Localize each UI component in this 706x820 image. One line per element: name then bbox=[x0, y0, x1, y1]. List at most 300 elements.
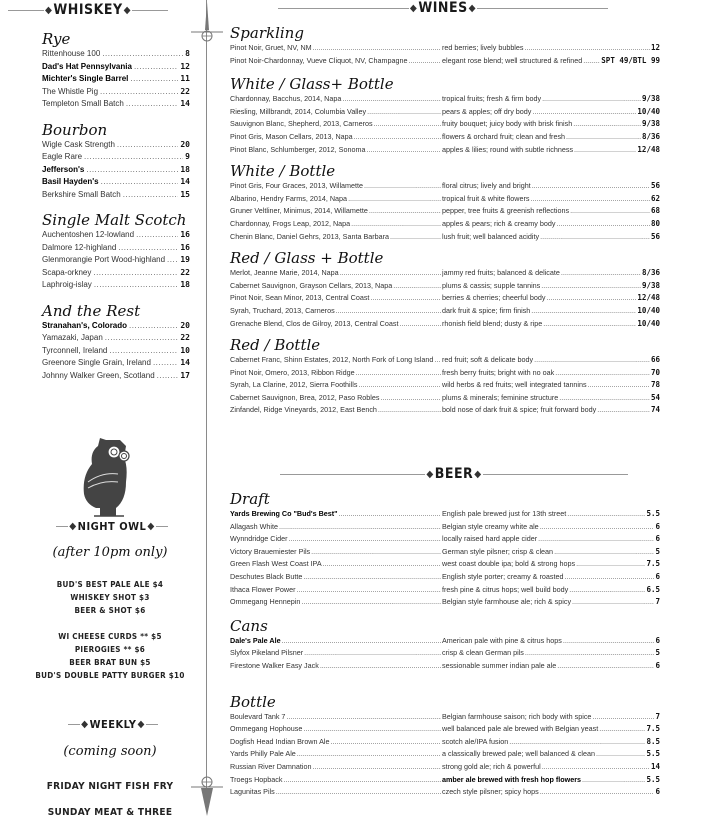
menu-item-row bbox=[42, 242, 190, 255]
wines-title: WINES bbox=[418, 0, 468, 16]
item-left bbox=[230, 711, 442, 724]
item-description: strong gold ale; rich & powerful bbox=[442, 761, 541, 771]
dot-leader bbox=[556, 218, 650, 231]
menu-item-row bbox=[230, 280, 670, 293]
item-name: Tyrconnell, Ireland bbox=[42, 345, 108, 355]
item-description: German style pilsner; crisp & clean bbox=[442, 546, 554, 556]
dot-leader bbox=[93, 267, 178, 280]
item-price: 66 bbox=[650, 355, 660, 365]
menu-item-row bbox=[42, 139, 190, 152]
item-description: czech style pilsner; spicy hops bbox=[442, 787, 539, 797]
item-left bbox=[230, 292, 442, 305]
night-owl-food bbox=[20, 630, 200, 682]
dot-leader bbox=[130, 73, 178, 86]
item-name: Troegs Hopback bbox=[230, 774, 283, 784]
item-price: 5 bbox=[655, 648, 660, 658]
menu-item-row bbox=[42, 189, 190, 202]
item-price: 14 bbox=[180, 358, 190, 367]
item-name: Victory Brauemiester Pils bbox=[230, 546, 311, 556]
item-right bbox=[442, 533, 660, 546]
menu-item-row bbox=[230, 93, 670, 106]
menu-item-row bbox=[230, 596, 670, 609]
dot-leader bbox=[367, 106, 441, 119]
item-name: Chardonnay, Bacchus, 2014, Napa bbox=[230, 94, 342, 104]
item-right bbox=[442, 748, 660, 761]
menu-item-row bbox=[230, 521, 670, 534]
dot-leader bbox=[574, 144, 636, 157]
item-name: Russian River Damnation bbox=[230, 761, 312, 771]
item-name: Grenache Blend, Clos de Gilroy, 2013, Central Coast bbox=[230, 318, 399, 328]
item-price: 18 bbox=[180, 280, 190, 289]
item-price: 8/36 bbox=[641, 131, 660, 141]
dot-leader bbox=[279, 521, 441, 534]
item-name: Rittenhouse 100 bbox=[42, 49, 101, 58]
menu-item-row bbox=[42, 320, 190, 333]
dot-leader bbox=[102, 48, 183, 61]
item-price: 8.5 bbox=[646, 736, 660, 746]
item-description: elegant rose blend; well structured & refined bbox=[442, 55, 583, 65]
item-name: The Whistle Pig bbox=[42, 86, 99, 96]
category-title: Draft bbox=[230, 490, 270, 508]
menu-item-row bbox=[42, 86, 190, 99]
dot-leader bbox=[572, 596, 654, 609]
item-name: Wynndridge Cider bbox=[230, 534, 288, 544]
item-right bbox=[442, 367, 660, 380]
dot-leader bbox=[157, 370, 179, 383]
item-name: Berkshire Small Batch bbox=[42, 189, 121, 199]
item-price: 16 bbox=[180, 230, 190, 239]
item-name: Dalmore 12-highland bbox=[42, 242, 117, 252]
dot-leader bbox=[105, 332, 179, 345]
item-price: 14 bbox=[650, 761, 660, 771]
dot-leader bbox=[596, 748, 645, 761]
menu-item-row bbox=[42, 151, 190, 164]
item-right bbox=[442, 558, 660, 571]
item-price: 54 bbox=[650, 392, 660, 402]
item-right bbox=[442, 660, 660, 673]
dot-leader bbox=[297, 748, 441, 761]
item-description: Belgian style creamy white ale bbox=[442, 521, 539, 531]
item-left bbox=[230, 558, 442, 571]
item-description: Belgian style farmhouse ale; rich & spicy bbox=[442, 597, 572, 607]
item-price: 10 bbox=[180, 345, 190, 355]
item-right bbox=[442, 404, 660, 417]
menu-item-row bbox=[42, 345, 190, 358]
item-left bbox=[230, 392, 442, 405]
item-name: Pinot Noir-Chardonnay, Vueve Cliquot, NV, Champagne bbox=[230, 55, 408, 65]
dot-leader bbox=[288, 533, 441, 546]
dot-leader bbox=[532, 180, 650, 193]
dot-leader bbox=[366, 144, 441, 157]
item-right bbox=[442, 42, 660, 55]
column-divider bbox=[206, 0, 207, 800]
item-right bbox=[442, 231, 660, 244]
item-price: 6 bbox=[655, 534, 660, 544]
item-description: fruity bouquet; juicy body with brisk finish bbox=[442, 119, 573, 129]
item-price: 12 bbox=[180, 61, 190, 71]
dot-leader bbox=[531, 305, 636, 318]
menu-item-row bbox=[230, 118, 670, 131]
item-name: Stranahan's, Colorado bbox=[42, 320, 128, 330]
item-price: 80 bbox=[650, 218, 660, 228]
item-right bbox=[442, 205, 660, 218]
item-right bbox=[442, 180, 660, 193]
item-right bbox=[442, 774, 660, 787]
menu-item-row bbox=[230, 546, 670, 559]
item-right bbox=[442, 761, 660, 774]
item-name: Merlot, Jeanne Marie, 2014, Napa bbox=[230, 268, 339, 278]
dot-leader bbox=[336, 305, 441, 318]
item-description: scotch ale/IPA fusion bbox=[442, 736, 509, 746]
night-owl-food-item: PIEROGIES ** $6 bbox=[74, 645, 146, 654]
item-description: plums & cassis; supple tannins bbox=[442, 280, 541, 290]
item-name: Firestone Walker Easy Jack bbox=[230, 660, 319, 670]
item-name: Yards Brewing Co "Bud's Best" bbox=[230, 509, 338, 518]
item-name: Boulevard Tank 7 bbox=[230, 711, 286, 721]
item-price: 22 bbox=[180, 333, 190, 342]
item-description: west coast double ipa; bold & strong hops bbox=[442, 559, 576, 569]
beer-list bbox=[230, 490, 670, 799]
item-name: Scapa-orkney bbox=[42, 267, 92, 277]
item-description: red fruit; soft & delicate body bbox=[442, 355, 534, 365]
dot-leader bbox=[320, 660, 441, 673]
item-right bbox=[442, 144, 660, 157]
dot-leader bbox=[117, 139, 178, 152]
item-name: Ithaca Flower Power bbox=[230, 584, 296, 594]
dot-leader bbox=[434, 354, 441, 367]
item-price: 10/40 bbox=[637, 318, 660, 328]
weekly-header: ◆ WEEKLY ◆ bbox=[68, 718, 158, 731]
item-name: Ommegang Hennepin bbox=[230, 597, 301, 607]
item-price: 6.5 bbox=[646, 584, 660, 594]
dot-leader bbox=[378, 404, 441, 417]
item-left bbox=[230, 93, 442, 106]
item-price: 56 bbox=[650, 181, 660, 191]
category-title: Bourbon bbox=[42, 120, 108, 139]
item-price: 6 bbox=[655, 635, 660, 645]
dot-leader bbox=[340, 267, 441, 280]
weekly-item: SUNDAY MEAT & THREE bbox=[47, 807, 173, 818]
dot-leader bbox=[153, 357, 178, 370]
item-right bbox=[442, 106, 660, 119]
weekly-list bbox=[20, 774, 200, 820]
item-name: Auchentoshen 12-lowland bbox=[42, 230, 135, 239]
dot-leader bbox=[348, 193, 441, 206]
item-price: 6 bbox=[655, 787, 660, 797]
item-price: 20 bbox=[180, 320, 190, 330]
menu-item-row bbox=[230, 786, 670, 799]
item-right bbox=[442, 508, 660, 521]
menu-item-row bbox=[230, 231, 670, 244]
night-owl-drinks bbox=[20, 578, 200, 617]
menu-item-row bbox=[42, 229, 190, 242]
dot-leader bbox=[592, 711, 654, 724]
item-left bbox=[230, 218, 442, 231]
menu-item-row bbox=[42, 164, 190, 177]
dot-leader bbox=[282, 635, 441, 648]
item-name: Cabernet Sauvignon, Grayson Cellars, 2013, Napa bbox=[230, 280, 393, 290]
item-left bbox=[230, 280, 442, 293]
menu-item-row bbox=[230, 404, 670, 417]
item-name: Pinot Gris, Four Graces, 2013, Willamette bbox=[230, 181, 364, 191]
item-name: Pinot Gris, Mason Cellars, 2013, Napa bbox=[230, 131, 353, 141]
item-price: 62 bbox=[650, 193, 660, 203]
night-owl-header: ◆ NIGHT OWL ◆ bbox=[56, 520, 168, 533]
dot-leader bbox=[136, 229, 178, 242]
item-name: Glenmorangie Port Wood-highland bbox=[42, 255, 166, 264]
menu-item-row bbox=[230, 774, 670, 787]
item-price: 10/40 bbox=[637, 106, 660, 116]
item-price: 9/38 bbox=[641, 119, 660, 129]
item-right bbox=[442, 635, 660, 648]
item-description: American pale with pine & citrus hops bbox=[442, 635, 562, 645]
dot-leader bbox=[561, 267, 641, 280]
item-name: Syrah, La Clarine, 2012, Sierra Foothills bbox=[230, 380, 358, 390]
item-right bbox=[442, 267, 660, 280]
menu-item-row bbox=[230, 180, 670, 193]
item-description: Belgian farmhouse saison; rich body with spice bbox=[442, 711, 592, 721]
item-left bbox=[230, 584, 442, 597]
menu-item-row bbox=[230, 354, 670, 367]
menu-item-row bbox=[230, 635, 670, 648]
menu-item-row bbox=[230, 748, 670, 761]
item-description: amber ale brewed with fresh hop flowers bbox=[442, 774, 581, 784]
dot-leader bbox=[339, 508, 441, 521]
category-title: And the Rest bbox=[42, 301, 141, 320]
dot-leader bbox=[342, 93, 441, 106]
dot-leader bbox=[570, 205, 650, 218]
dot-leader bbox=[286, 711, 441, 724]
dot-leader bbox=[109, 345, 178, 358]
dot-leader bbox=[546, 292, 636, 305]
dot-leader bbox=[283, 774, 441, 787]
item-left bbox=[230, 180, 442, 193]
menu-item-row bbox=[230, 558, 670, 571]
item-name: Yards Philly Pale Ale bbox=[230, 749, 296, 759]
night-owl-title: NIGHT OWL bbox=[77, 520, 147, 533]
item-right bbox=[442, 305, 660, 318]
item-right bbox=[442, 786, 660, 799]
item-name: Basil Hayden's bbox=[42, 177, 99, 186]
item-name: Syrah, Truchard, 2013, Carneros bbox=[230, 305, 335, 315]
item-left bbox=[230, 354, 442, 367]
item-price: 22 bbox=[180, 267, 190, 277]
dot-leader bbox=[543, 318, 636, 331]
dot-leader bbox=[393, 280, 441, 293]
item-price: 11 bbox=[180, 74, 190, 83]
menu-item-row bbox=[230, 144, 670, 157]
item-description: fresh berry fruits; bright with no oak bbox=[442, 367, 555, 377]
item-name: Allagash White bbox=[230, 521, 278, 531]
item-description: pepper, tree fruits & greenish reflections bbox=[442, 206, 570, 216]
item-price: 9 bbox=[185, 152, 190, 161]
menu-item-row bbox=[230, 193, 670, 206]
item-left bbox=[230, 193, 442, 206]
menu-item-row bbox=[230, 55, 670, 68]
item-right bbox=[442, 280, 660, 293]
dot-leader bbox=[297, 584, 441, 597]
dot-leader bbox=[390, 231, 441, 244]
item-description: sessionable summer indian pale ale bbox=[442, 660, 557, 670]
category-title: Bottle bbox=[230, 692, 276, 711]
item-price: 9/38 bbox=[641, 280, 660, 290]
item-name: Chenin Blanc, Daniel Gehrs, 2013, Santa Barbara bbox=[230, 231, 390, 241]
dot-leader bbox=[303, 571, 441, 584]
item-left bbox=[230, 635, 442, 648]
dot-leader bbox=[563, 635, 655, 648]
dot-leader bbox=[557, 660, 654, 673]
dot-leader bbox=[118, 242, 178, 255]
dot-leader bbox=[573, 118, 641, 131]
menu-item-row bbox=[230, 533, 670, 546]
item-description: crisp & clean German pils bbox=[442, 648, 524, 658]
item-left bbox=[230, 508, 442, 521]
dot-leader bbox=[409, 55, 441, 68]
item-name: Pinot Noir, Omero, 2013, Ribbon Ridge bbox=[230, 367, 355, 377]
dot-leader bbox=[167, 254, 178, 267]
item-left bbox=[230, 318, 442, 331]
dot-leader bbox=[374, 118, 441, 131]
category-title: Sparkling bbox=[230, 24, 304, 42]
item-price: 16 bbox=[180, 242, 190, 252]
item-left bbox=[230, 205, 442, 218]
item-left bbox=[230, 546, 442, 559]
item-right bbox=[442, 379, 660, 392]
item-name: Chardonnay, Frogs Leap, 2012, Napa bbox=[230, 218, 351, 228]
item-description: bold nose of dark fruit & spice; fruit forward body bbox=[442, 405, 597, 415]
item-price: 17 bbox=[180, 370, 190, 380]
item-price: 6 bbox=[655, 571, 660, 581]
item-right bbox=[442, 736, 660, 749]
dot-leader bbox=[567, 508, 645, 521]
dot-leader bbox=[399, 318, 441, 331]
menu-item-row bbox=[42, 332, 190, 345]
item-right bbox=[442, 318, 660, 331]
weekly-title: WEEKLY bbox=[89, 718, 137, 731]
item-right bbox=[442, 118, 660, 131]
item-name: Greenore Single Grain, Ireland bbox=[42, 358, 151, 367]
menu-item-row bbox=[230, 205, 670, 218]
item-left bbox=[230, 533, 442, 546]
item-price: 56 bbox=[650, 231, 660, 241]
item-left bbox=[230, 736, 442, 749]
item-name: Eagle Rare bbox=[42, 152, 83, 161]
item-description: apples & lilies; round with subtle richness bbox=[442, 144, 574, 154]
category-title: White / Bottle bbox=[230, 162, 336, 181]
dot-leader bbox=[313, 761, 442, 774]
dot-leader bbox=[542, 93, 641, 106]
menu-item-row bbox=[230, 571, 670, 584]
item-right bbox=[442, 546, 660, 559]
menu-item-row bbox=[230, 106, 670, 119]
item-right bbox=[442, 521, 660, 534]
item-left bbox=[230, 404, 442, 417]
item-name: Dale's Pale Ale bbox=[230, 635, 281, 645]
item-price: 10/40 bbox=[637, 305, 660, 315]
wine-list bbox=[230, 24, 670, 417]
item-left bbox=[230, 647, 442, 660]
item-price: 12/48 bbox=[637, 293, 660, 303]
item-name: Sauvignon Blanc, Shepherd, 2013, Carneros bbox=[230, 119, 373, 129]
item-right bbox=[442, 584, 660, 597]
dot-leader bbox=[304, 647, 441, 660]
item-left bbox=[230, 118, 442, 131]
dot-leader bbox=[101, 176, 179, 189]
dot-leader bbox=[369, 205, 441, 218]
menu-item-row bbox=[42, 267, 190, 280]
dot-leader bbox=[566, 131, 641, 144]
dot-leader bbox=[134, 61, 178, 74]
menu-item-row bbox=[230, 131, 670, 144]
item-left bbox=[230, 761, 442, 774]
dot-leader bbox=[576, 558, 645, 571]
item-description: lush fruit; well balanced acidity bbox=[442, 231, 540, 241]
item-left bbox=[230, 521, 442, 534]
item-right bbox=[442, 193, 660, 206]
whiskey-title: WHISKEY bbox=[53, 2, 123, 18]
dot-leader bbox=[541, 280, 641, 293]
item-name: Jefferson's bbox=[42, 164, 85, 174]
item-price: 74 bbox=[650, 405, 660, 415]
item-right bbox=[442, 723, 660, 736]
item-left bbox=[230, 305, 442, 318]
item-name: Slyfox Pikeland Pilsner bbox=[230, 648, 304, 658]
item-right bbox=[442, 292, 660, 305]
menu-item-row bbox=[230, 267, 670, 280]
dot-leader bbox=[358, 379, 441, 392]
night-owl-food-item: BEER BRAT BUN $5 bbox=[69, 658, 151, 667]
dot-leader bbox=[540, 231, 650, 244]
item-price: 7 bbox=[655, 711, 660, 721]
dot-leader bbox=[354, 131, 441, 144]
whiskey-list bbox=[42, 30, 190, 382]
item-price: 14 bbox=[180, 99, 190, 108]
dot-leader bbox=[582, 774, 645, 787]
menu-item-row bbox=[230, 292, 670, 305]
item-name: Pinot Noir, Gruet, NV, NM bbox=[230, 43, 312, 52]
item-name: Pinot Blanc, Schlumberger, 2012, Sonoma bbox=[230, 144, 366, 154]
dot-leader bbox=[530, 193, 649, 206]
item-right bbox=[442, 218, 660, 231]
item-left bbox=[230, 748, 442, 761]
right-column bbox=[228, 0, 668, 820]
item-description: floral citrus; lively and bright bbox=[442, 181, 531, 191]
dot-leader bbox=[86, 164, 178, 177]
item-price: 6 bbox=[655, 521, 660, 531]
item-price: 9/38 bbox=[641, 94, 660, 104]
item-price: 8 bbox=[185, 49, 190, 58]
dot-leader bbox=[311, 546, 441, 559]
item-name: Lagunitas Pils bbox=[230, 787, 275, 797]
night-owl-drink: BEER & SHOT $6 bbox=[74, 606, 146, 615]
menu-item-row bbox=[42, 357, 190, 370]
item-right bbox=[442, 647, 660, 660]
night-owl-drink: WHISKEY SHOT $3 bbox=[70, 593, 150, 602]
menu-item-row bbox=[230, 305, 670, 318]
dot-leader bbox=[542, 761, 650, 774]
item-description: English style porter; creamy & roasted bbox=[442, 571, 564, 581]
item-description: plums & minerals; feminine structure bbox=[442, 392, 559, 402]
item-name: Gruner Veltliner, Minimus, 2014, Willamette bbox=[230, 206, 368, 216]
item-price: 5.5 bbox=[646, 749, 660, 759]
menu-item-row bbox=[230, 711, 670, 724]
dot-leader bbox=[509, 736, 645, 749]
dot-leader bbox=[370, 292, 441, 305]
dot-leader bbox=[301, 596, 441, 609]
item-description: tropical fruit & white flowers bbox=[442, 193, 530, 203]
dot-leader bbox=[597, 404, 650, 417]
dot-leader bbox=[588, 379, 650, 392]
